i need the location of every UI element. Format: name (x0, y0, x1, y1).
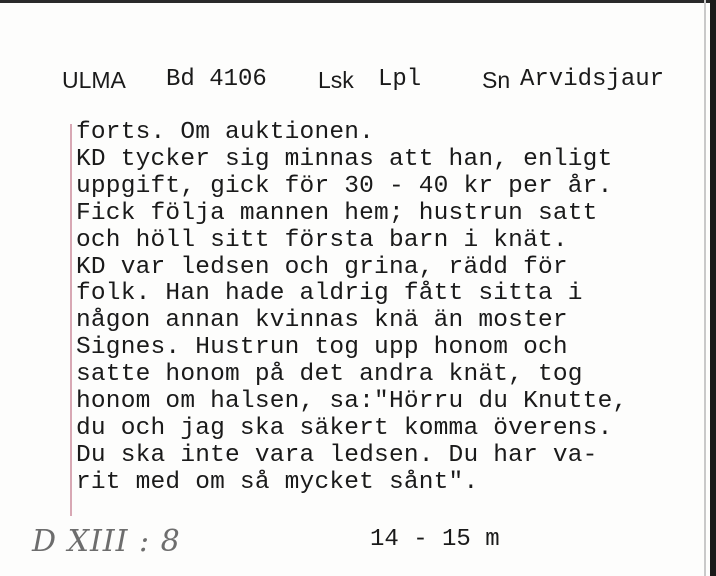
text-line: honom om halsen, sa:"Hörru du Knutte, (76, 388, 628, 416)
card-right-shadow (704, 0, 706, 576)
province-value: Lpl (378, 66, 422, 93)
card-body-text (76, 120, 696, 497)
archive-code: ULMA (62, 67, 126, 93)
text-line: Fick följa mannen hem; hustrun satt (76, 199, 598, 227)
text-line: någon annan kvinnas knä än moster (76, 307, 568, 335)
volume-number: Bd 4106 (166, 66, 267, 93)
parish-value: Arvidsjaur (520, 66, 665, 93)
text-line: du och jag ska säkert komma överens. (76, 414, 613, 442)
text-line: rit med om så mycket sånt". (76, 468, 479, 496)
text-line: Du ska inte vara ledsen. Du har va- (76, 441, 598, 469)
text-line: uppgift, gick för 30 - 40 kr per år. (76, 172, 613, 200)
text-line: satte honom på det andra knät, tog (76, 361, 583, 389)
text-line: KD var ledsen och grina, rädd för (76, 253, 568, 281)
margin-rule (70, 124, 72, 516)
text-line: KD tycker sig minnas att han, enligt (76, 145, 613, 173)
handwritten-archive-mark: D XIII : 8 (32, 524, 181, 559)
text-line: Signes. Hustrun tog upp honom och (76, 334, 568, 362)
card-right-edge (710, 0, 716, 576)
card-top-edge (0, 0, 716, 3)
text-line: forts. Om auktionen. (76, 119, 375, 146)
page-range: 14 - 15 m (370, 526, 500, 553)
parish-label: Sn (482, 67, 511, 93)
text-line: folk. Han hade aldrig fått sitta i (76, 280, 583, 308)
text-line: och höll sitt första barn i knät. (76, 226, 568, 254)
province-label: Lsk (318, 67, 354, 93)
card-header (62, 66, 702, 100)
